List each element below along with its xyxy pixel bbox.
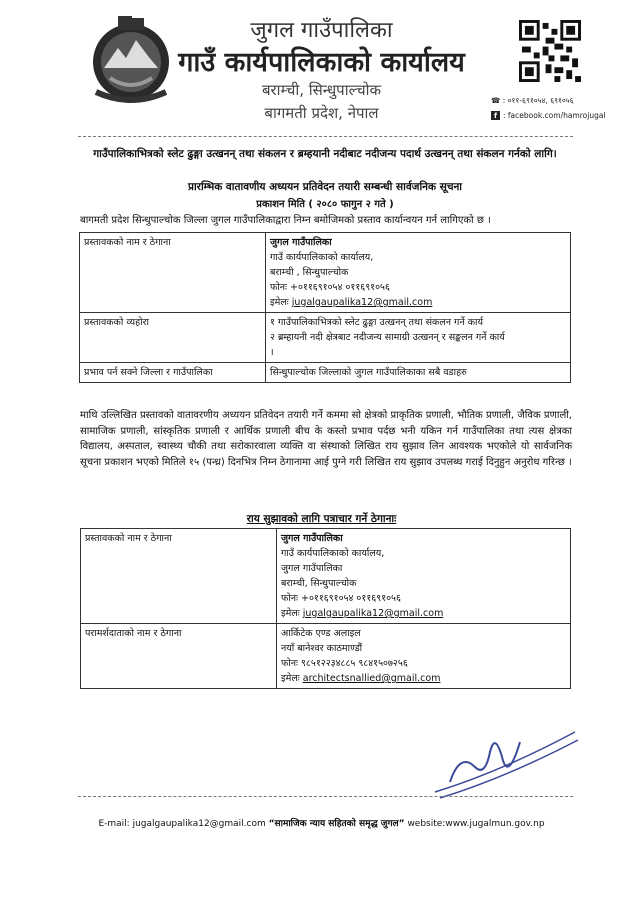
header-divider [78, 136, 573, 137]
proposer-details: जुगल गाउँपालिका गाउँ कार्यपालिकाको कार्यालय, बराम्ची , सिन्धुपाल्चोक फोनः +०११६९१०५४ ०११६९१०५६ इमेलः jugalgaupalika12@gmail.com [266, 233, 571, 313]
facebook-link[interactable]: : facebook.com/hamrojugal [503, 111, 606, 120]
table-row [80, 363, 571, 383]
signature-stamp [430, 712, 580, 802]
notice-date: प्रकाशन मिति ( २०८० फागुन २ गते ) [256, 199, 394, 210]
body-paragraph: माथि उल्लिखित प्रस्तावको वातावरणीय अध्ययन प्रतिवेदन तयारी गर्ने कममा सो क्षेत्रको प्राकृतिक प्रणाली, भौतिक प्रणाली, जैविक प्रणाली, सामाजिक प्रणाली, सांस्कृतिक प्रणाली र आर्थिक प्रणाली बीच के कस्तो प्रभाव पर्दछ भनी यकिन गर्न गाउँपालिका तथा त्यस क्षेत्रका विद्यालय, अस्पताल, स्वास्थ्य चौकी तथा सरोकारवाला व्यक्ति वा संस्थाको लिखित राय सुझाव लिन आवश्यक भएकोले यो सार्वजनिक सूचना प्रकाशन भएको मितिले १५ (पन्ध्र) दिनभित्र निम्न ठेगानामा आई पुग्ने गरी लिखित राय सुझाव उपलब्ध गराई दिनुहुन अनुरोध गरिन्छ । [80, 410, 572, 468]
footer-email[interactable]: E-mail: jugalgaupalika12@gmail.com [98, 819, 266, 829]
consultant-details: आर्किटेक एण्ड अलाइल नयाँ बानेश्वर काठमाण्डौं फोनः ९८५१२२३४८८५ ९८४१५०७२५६ इमेलः architectsnallied@gmail.com [277, 624, 571, 689]
facebook-icon: f [491, 111, 500, 120]
header-address: बराम्ची, सिन्धुपाल्चोक [261, 81, 382, 99]
notice-subject: गाउँपालिकाभित्रको स्लेट ढुङ्गा उत्खनन् तथा संकलन र ब्रम्हयानी नदीबाट नदीजन्य पदार्थ उत्खनन् तथा संकलन गर्नको लागि। [93, 148, 557, 160]
header-office: गाउँ कार्यपालिकाको कार्यालय [178, 47, 465, 78]
footer [0, 816, 643, 829]
correspondence-table [80, 528, 571, 689]
proposer-label: प्रस्तावकको नाम र ठेगाना [80, 233, 266, 313]
header-facebook[interactable] [491, 111, 606, 120]
header-province: बागमती प्रदेश, नेपाल [264, 104, 379, 122]
header-phone: ☎ : ०११-६९१०५४, ६९१०५६ [491, 96, 574, 105]
table-row [80, 233, 571, 313]
header-municipality: जुगल गाउँपालिका [250, 18, 393, 43]
proposer-details: जुगल गाउँपालिका गाउँ कार्यपालिकाको कार्यालय, जुगल गाउँपालिका बराम्ची, सिन्धुपाल्चोक फोनः +०११६९१०५४ ०११६९१०५६ इमेलः jugalgaupalika12@gmail.com [277, 529, 571, 624]
footer-website[interactable]: website:www.jugalmun.gov.np [407, 819, 545, 829]
proposal-purpose-label: प्रस्तावकको व्यहोरा [80, 313, 266, 363]
email-link[interactable]: architectsnallied@gmail.com [302, 673, 441, 684]
email-link[interactable]: jugalgaupalika12@gmail.com [291, 297, 433, 308]
notice-intro: बागमती प्रदेश सिन्धुपाल्चोक जिल्ला जुगल गाउँपालिकाद्वारा निम्न बमोजिमको प्रस्ताव कार्यान्वयन गर्न लागिएको छ । [80, 215, 491, 226]
proposal-table [79, 232, 571, 383]
email-link[interactable]: jugalgaupalika12@gmail.com [302, 608, 444, 619]
footer-motto: “सामाजिक न्याय सहितको समृद्ध जुगल” [268, 819, 405, 829]
notice-title: प्रारम्भिक वातावणीय अध्ययन प्रतिवेदन तयारी सम्बन्धी सार्वजनिक सूचना [187, 181, 463, 193]
proposer-label: प्रस्तावकको नाम र ठेगाना [81, 529, 277, 624]
qr-code-icon [519, 20, 581, 82]
proposal-purpose-details: १ गाउँपालिकाभित्रको स्लेट ढुङ्गा उत्खनन् तथा संकलन गर्ने कार्य २ ब्रम्हायनी नदी क्षेत्रबाट नदीजन्य सामाग्री उत्खनन् र सङ्कलन गर्ने कार्य । [266, 313, 571, 363]
impact-area-label: प्रभाव पर्न सक्ने जिल्ला र गाउँपालिका [80, 363, 266, 383]
impact-area-value: सिन्धुपाल्चोक जिल्लाको जुगल गाउँपालिकाका सबै वडाहरु [266, 363, 571, 383]
footer-divider [78, 796, 573, 797]
table-row [80, 313, 571, 363]
consultant-label: परामर्शदाताको नाम र ठेगाना [81, 624, 277, 689]
table-row [81, 624, 571, 689]
table-row [81, 529, 571, 624]
correspondence-heading: राय सुझावको लागि पत्राचार गर्ने ठेगानाः [246, 513, 397, 525]
